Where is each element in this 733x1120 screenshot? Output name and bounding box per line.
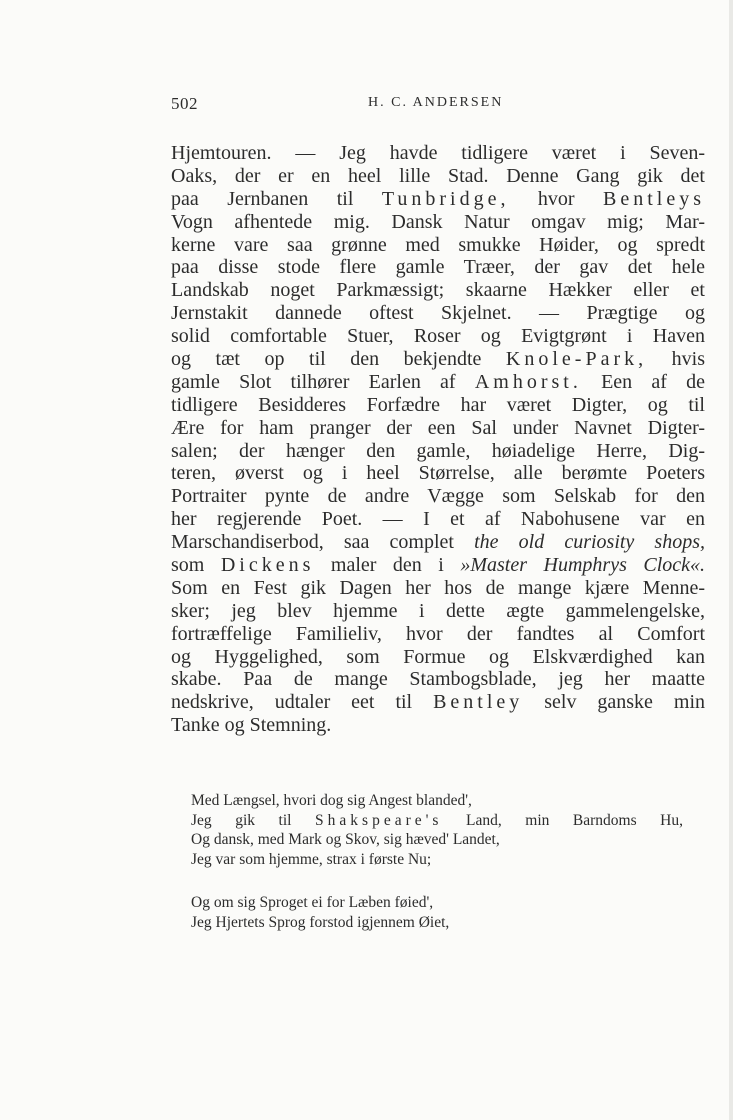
text-line: teren, øverst og i heel Størrelse, alle berømte Poeters <box>171 462 705 485</box>
text-line: her regjerende Poet. — I et af Nabohusene var en <box>171 508 705 531</box>
poem-line: Og om sig Sproget ei for Læben føied', <box>191 894 434 912</box>
page-header <box>171 94 705 118</box>
text-line: Portraiter pynte de andre Vægge som Selskab for den <box>171 485 705 508</box>
text-line: sker; jeg blev hjemme i dette ægte gammelengelske, <box>171 599 705 622</box>
text-fragment: paa Jernbanen til <box>171 187 354 210</box>
text-line: Ære for ham pranger der een Sal under Navnet Digter- <box>171 416 705 439</box>
text-line: Som en Fest gik Dagen her hos de mange kjære Menne- <box>171 576 705 599</box>
text-line: salen; der hænger den gamle, høiadelige Herre, Dig- <box>171 439 705 462</box>
running-head: H. C. ANDERSEN <box>368 95 504 110</box>
text-fragment: Marschandiserbod, saa complet <box>171 531 454 554</box>
text-line: skabe. Paa de mange Stambogsblade, jeg her maatte <box>171 668 705 691</box>
text-line: paa disse stode flere gamle Træer, der gav det hele <box>171 256 705 279</box>
text-fragment: maler den i <box>330 554 444 577</box>
text-fragment: hvor <box>537 187 575 210</box>
spaced-name: Bentleys <box>603 187 706 210</box>
italic-title: the old curiosity shops, <box>474 531 705 554</box>
page-number: 502 <box>171 94 198 113</box>
text-line <box>171 531 705 554</box>
text-line: Landskab noget Parkmæssigt; skaarne Hækker eller et <box>171 279 705 302</box>
text-line: Jernstakit dannede oftest Skjelnet. — Prægtige og <box>171 302 705 325</box>
text-fragment: nedskrive, udtaler eet til <box>171 691 413 714</box>
text-fragment: Een af de <box>601 370 706 393</box>
text-line: solid comfortable Stuer, Roser og Evigtgrønt i Haven <box>171 325 705 348</box>
text-fragment: gamle Slot tilhører Earlen af <box>171 370 456 393</box>
spaced-name: Dickens <box>220 554 315 577</box>
poem-line: Jeg var som hjemme, strax i første Nu; <box>191 850 432 868</box>
text-fragment: Land, min Barndoms Hu, <box>466 811 684 829</box>
text-line: tidligere Besidderes Forfædre har været Digter, og til <box>171 393 705 416</box>
text-fragment: hvis <box>671 348 705 371</box>
spaced-name: Tunbridge, <box>381 187 510 210</box>
poem <box>191 791 683 933</box>
text-fragment: som <box>171 554 205 577</box>
poem-line: Og dansk, med Mark og Skov, sig hæved' Landet, <box>191 831 500 849</box>
poem-line <box>191 811 683 831</box>
text-line: kerne vare saa grønne med smukke Høider, og spredt <box>171 233 705 256</box>
page-edge <box>729 0 733 1120</box>
text-line: Tanke og Stemning. <box>171 714 332 737</box>
poem-line: Jeg Hjertets Sprog forstod igjennem Øiet, <box>191 913 450 931</box>
spaced-name: Shakspeare's <box>315 811 443 829</box>
spaced-name: Amhorst. <box>474 370 582 393</box>
text-line <box>171 348 705 371</box>
italic-title: »Master Humphrys Clock«. <box>460 554 705 577</box>
text-line <box>171 691 705 714</box>
text-line: Vogn afhentede mig. Dansk Natur omgav mig; Mar- <box>171 210 705 233</box>
spaced-name: Knole-Park, <box>505 348 648 371</box>
text-line: Hjemtouren. — Jeg havde tidligere været i Seven- <box>171 142 705 164</box>
body-text <box>171 142 705 737</box>
stanza-gap <box>191 869 683 893</box>
text-line: Oaks, der er en heel lille Stad. Denne Gang gik det <box>171 164 705 187</box>
text-fragment: Jeg gik til <box>191 811 292 829</box>
text-fragment: og tæt op til den bekjendte <box>171 348 482 371</box>
text-line <box>171 371 705 394</box>
text-line: og Hyggelighed, som Formue og Elskværdighed kan <box>171 645 705 668</box>
text-line <box>171 188 705 211</box>
spaced-name: Bentley <box>433 691 524 714</box>
poem-line: Med Længsel, hvori dog sig Angest blanded', <box>191 792 472 809</box>
text-fragment: selv ganske min <box>544 691 705 714</box>
text-line <box>171 554 705 577</box>
text-line: fortræffelige Familieliv, hvor der fandtes al Comfort <box>171 622 705 645</box>
